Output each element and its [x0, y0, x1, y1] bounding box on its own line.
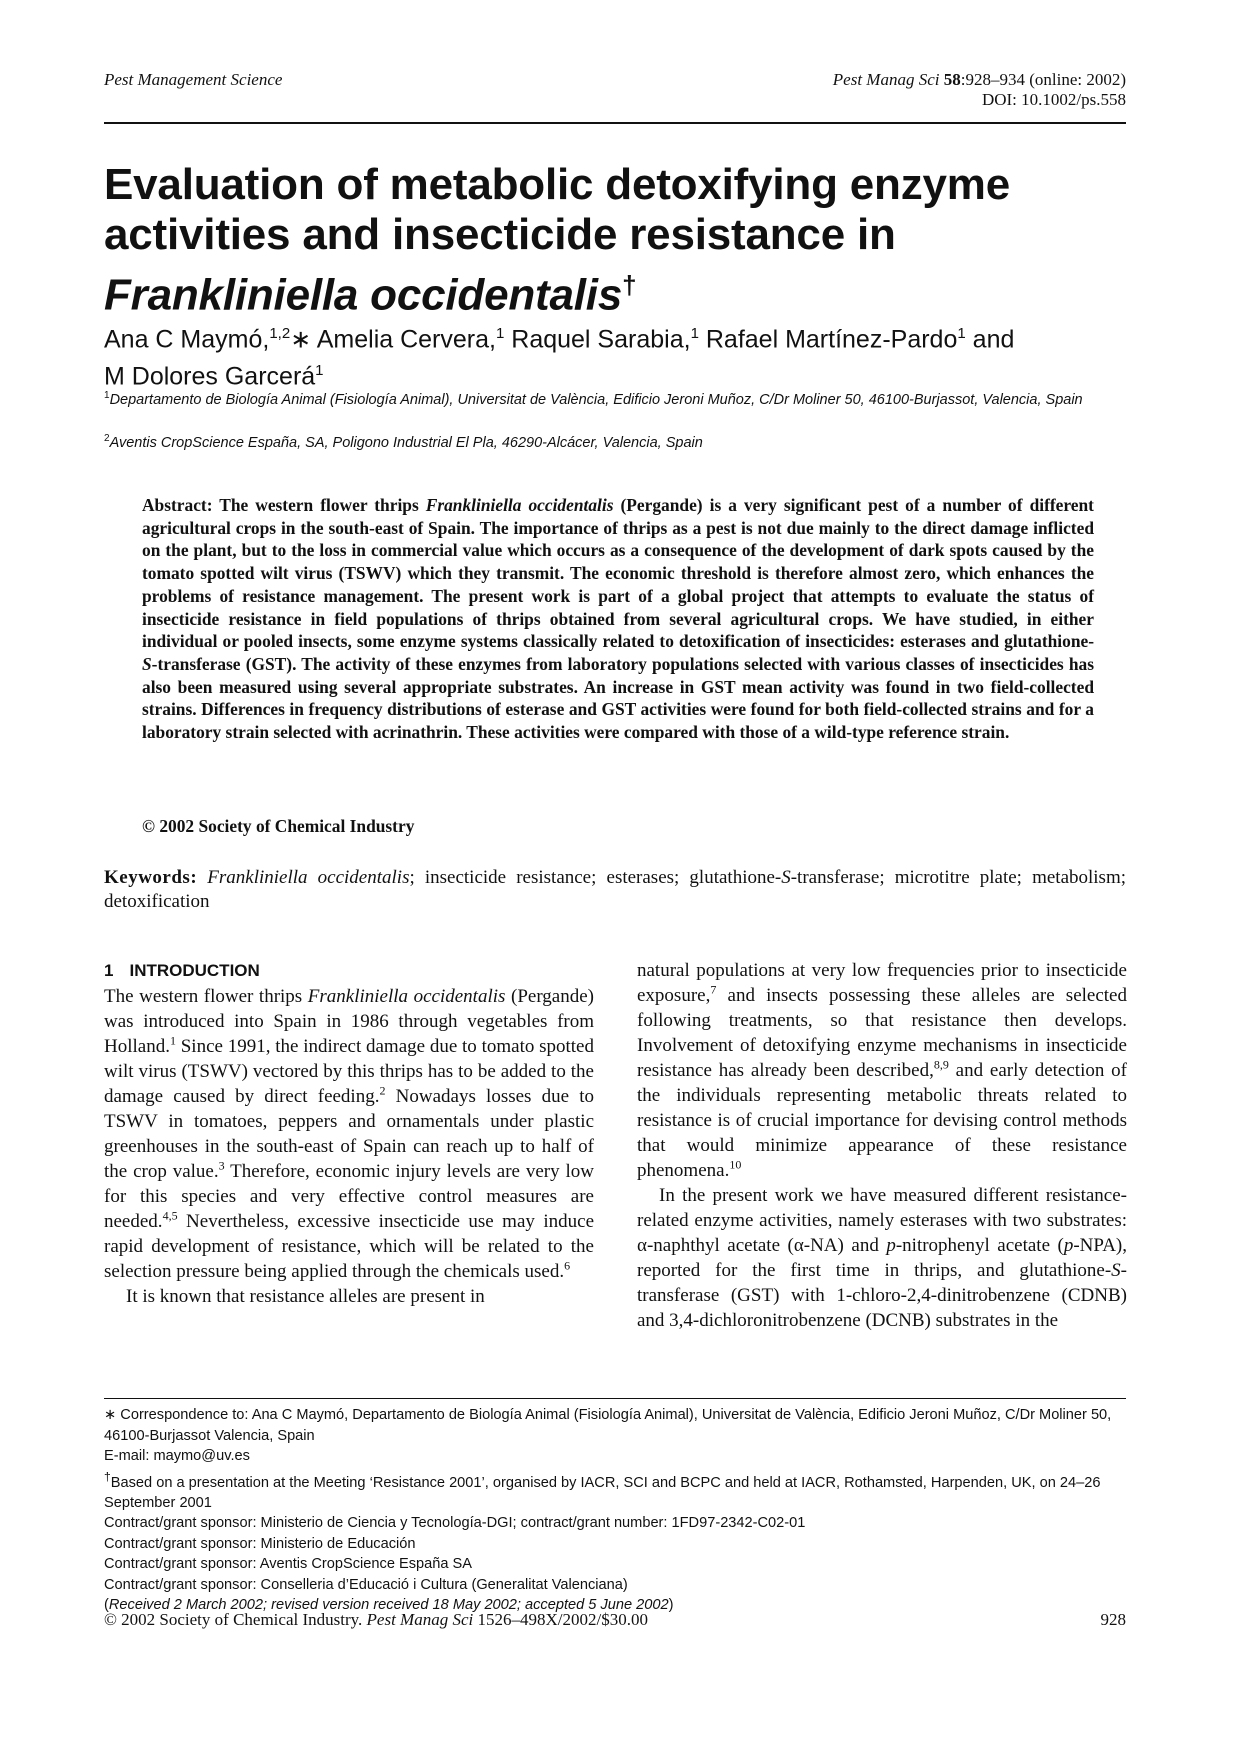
affiliation-2-number: 2: [104, 433, 110, 444]
abstract-text-3: -transferase (GST). The activity of these enzymes from laboratory populations selected with various classes of insecticides has also been measured using several appropriate substrates. An increase in GST mean activity was found in two field-collected strains. Differences in frequency distributions of esterase and GST activities were found for both field-collected strains and for a laboratory strain selected with acrinathrin. These activities were compared with those of a wild-type reference strain.: [142, 653, 1094, 743]
citation-ref[interactable]: 10: [729, 1157, 742, 1172]
author-5: M Dolores Garcerá: [104, 362, 316, 391]
affiliation-2-text: Aventis CropScience España, SA, Poligono Industrial El Pla, 46290-Alcácer, Valencia, Spain: [109, 434, 703, 451]
abstract-species: Frankliniella occidentalis: [425, 495, 614, 515]
intro-text: (Pergande) was introduced into Spain in 1986 through vegetables from Holland.: [104, 986, 595, 1057]
author-4-affil: 1: [957, 325, 966, 342]
footnote-rule: [104, 1398, 1126, 1399]
grant-note-3: Contract/grant sponsor: Aventis CropScience España SA: [104, 1556, 473, 1573]
grant-note-2: Contract/grant sponsor: Ministerio de Educación: [104, 1535, 416, 1552]
intro-text: -transferase (GST) with 1-chloro-2,4-dinitrobenzene (CDNB) and 3,4-dichloronitrobenzene (DCNB) substrates in the: [637, 1260, 1127, 1331]
keywords-label: Keywords:: [104, 867, 198, 888]
grant-note-4: Contract/grant sponsor: Conselleria d’Educació i Cultura (Generalitat Valenciana): [104, 1576, 628, 1593]
author-2-affil: 1: [495, 325, 505, 342]
italic-s: S: [1111, 1260, 1121, 1281]
citation-ref[interactable]: 6: [564, 1258, 571, 1273]
intro-text: Nowadays losses due to TSWV in tomatoes, peppers and ornamentals under plastic greenhouses in the south-east of Spain can reach up to half of the crop value.: [104, 1086, 595, 1182]
citation-ref[interactable]: 7: [710, 982, 717, 997]
abstract-copyright: © 2002 Society of Chemical Industry: [142, 816, 415, 836]
citation-block: [833, 70, 1126, 110]
abstract-text-1: The western flower thrips: [219, 495, 419, 515]
keywords-text-2: -transferase; microtitre plate; metabolism; detoxification: [104, 867, 1127, 912]
author-and: and: [972, 325, 1015, 354]
dagger-mark: †: [104, 1469, 111, 1484]
italic-p: p: [886, 1235, 896, 1256]
keywords: [104, 866, 1126, 914]
footer-journal: Pest Manag Sci: [366, 1610, 474, 1629]
footer-copyright: [104, 1610, 648, 1630]
author-list: [104, 318, 1134, 393]
intro-paragraph-2-cont: [637, 958, 1127, 1183]
keyword-species: Frankliniella occidentalis: [207, 867, 410, 888]
affiliation-2: [104, 428, 1134, 454]
body-column-left: [104, 958, 594, 1309]
section-title: INTRODUCTION: [129, 961, 260, 980]
citation-pages: :928–934 (online: 2002): [960, 70, 1126, 89]
keywords-text-1: ; insecticide resistance; esterases; glutathione-: [409, 867, 782, 888]
intro-text: It is known that resistance alleles are present in: [126, 1286, 485, 1307]
citation-journal: Pest Manag Sci: [832, 70, 940, 89]
author-4: Rafael Martínez-Pardo: [705, 325, 958, 354]
header-rule: [104, 122, 1126, 124]
intro-text: and early detection of the individuals representing metabolic threats related to resistance is of crucial importance for devising control methods that would minimize appearance of these resistance phenomena.: [637, 1060, 1128, 1181]
citation-ref[interactable]: 2: [379, 1083, 386, 1098]
intro-text: and insects possessing these alleles are selected following treatments, so that resistance then develops. Involvement of detoxifying enzyme mechanisms in insecticide resistance has already been described,: [637, 985, 1127, 1081]
abstract-label: Abstract:: [142, 495, 213, 515]
citation-ref[interactable]: 8,9: [933, 1057, 949, 1072]
footer-issn: 1526–498X/2002/$30.00: [477, 1610, 648, 1629]
citation-ref[interactable]: 1: [169, 1033, 176, 1048]
email-note[interactable]: E-mail: maymo@uv.es: [104, 1448, 250, 1464]
intro-text: In the present work we have measured different resistance-related enzyme activities, namely esterases with two substrates: α-naphthyl acetate (α-NA) and: [637, 1185, 1127, 1256]
title-line-1: Evaluation of metabolic detoxifying enzyme: [104, 160, 1010, 209]
footer-copy: © 2002 Society of Chemical Industry.: [104, 1610, 363, 1629]
correspondence-note: ∗ Correspondence to: Ana C Maymó, Departamento de Biología Animal (Fisiología Animal), Universitat de València, Edificio Jeroni Muñoz, C/Dr Moliner 50, 46100-Burjassot Valencia, Spain: [104, 1407, 1112, 1444]
keyword-s-letter: S: [781, 867, 791, 888]
page-number: 928: [1100, 1610, 1126, 1629]
author-5-affil: 1: [315, 362, 324, 380]
intro-text: -nitrophenyl acetate (: [895, 1235, 1064, 1256]
intro-species: Frankliniella occidentalis: [307, 986, 506, 1007]
author-1-affil: 1,2: [269, 325, 291, 342]
abstract-text-2: (Pergande) is a very significant pest of a number of different agricultural crops in the south-east of Spain. The importance of thrips as a pest is not due mainly to the direct damage inflicted on the plant, but to the loss in commercial value which occurs as a consequence of the development of dark spots caused by the tomato spotted wilt virus (TSWV) which they transmit. The economic threshold is therefore almost zero, which enhances the problems of resistance management. The present work is part of a global project that attempts to evaluate the status of insecticide resistance in field populations of thrips obtained from several agricultural crops. We have studied, in either individual or pooled insects, some enzyme systems classically related to detoxification of insecticides: esterases and glutathione-: [142, 495, 1094, 652]
intro-text: natural populations at very low frequencies prior to insecticide exposure,: [637, 960, 1127, 1006]
title-species: Frankliniella occidentalis: [104, 270, 623, 320]
citation-volume: 58: [943, 70, 961, 89]
received-dates: Received 2 March 2002; revised version received 18 May 2002; accepted 5 June 2002: [108, 1597, 669, 1614]
citation-ref[interactable]: 4,5: [162, 1208, 178, 1223]
presentation-note: [104, 1467, 1126, 1514]
article-title: [104, 160, 1124, 321]
intro-paragraph-1: [104, 984, 594, 1284]
body-column-right: [637, 958, 1127, 1333]
section-heading: [104, 958, 594, 983]
affiliation-1-text: Departamento de Biología Animal (Fisiología Animal), Universitat de València, Edificio Jeroni Muñoz, C/Dr Moliner 50, 46100-Burjassot, Valencia, Spain: [109, 391, 1083, 408]
intro-text: Therefore, economic injury levels are very low for this species and very effective control measures are needed.: [104, 1161, 594, 1232]
section-number: 1: [104, 961, 114, 980]
abstract-s-letter: S: [142, 653, 152, 674]
author-3-affil: 1: [690, 325, 699, 342]
corresponding-mark: ∗: [290, 325, 312, 354]
presentation-text: Based on a presentation at the Meeting ‘Resistance 2001’, organised by IACR, SCI and BCPC and held at IACR, Rothamsted, Harpenden, UK, on 24–26 September 2001: [104, 1474, 1101, 1511]
intro-text: -NPA), reported for the first time in thrips, and glutathione-: [637, 1235, 1128, 1281]
citation-ref[interactable]: 3: [218, 1158, 225, 1173]
author-2: Amelia Cervera,: [316, 325, 496, 354]
abstract: [142, 494, 1094, 744]
title-footnote-mark: †: [622, 270, 637, 300]
doi[interactable]: DOI: 10.1002/ps.558: [981, 90, 1126, 109]
intro-text: Since 1991, the indirect damage due to tomato spotted wilt virus (TSWV) vectored by this thrips has to be added to the damage caused by direct feeding.: [104, 1036, 594, 1107]
intro-text: Nevertheless, excessive insecticide use may induce rapid development of resistance, which will be related to the selection pressure being applied through the chemicals used.: [104, 1211, 595, 1282]
title-line-3: [104, 260, 1124, 321]
affiliation-1: [104, 385, 1134, 411]
title-line-2: activities and insecticide resistance in: [104, 210, 896, 259]
grant-note-1: Contract/grant sponsor: Ministerio de Ciencia y Tecnología-DGI; contract/grant number: 1FD97-2342-C02-01: [104, 1515, 806, 1532]
affiliation-1-number: 1: [104, 390, 110, 401]
intro-paragraph-3: [637, 1183, 1127, 1333]
received-note: (Received 2 March 2002; revised version received 18 May 2002; accepted 5 June 2002): [104, 1597, 674, 1614]
author-3: Raquel Sarabia,: [511, 325, 691, 354]
italic-p: p: [1063, 1235, 1074, 1256]
intro-text: The western flower thrips: [104, 986, 303, 1007]
author-1: Ana C Maymó,: [104, 325, 270, 354]
footnotes: [104, 1405, 1126, 1616]
intro-paragraph-2: [104, 1284, 594, 1309]
journal-name: Pest Management Science: [104, 70, 283, 89]
